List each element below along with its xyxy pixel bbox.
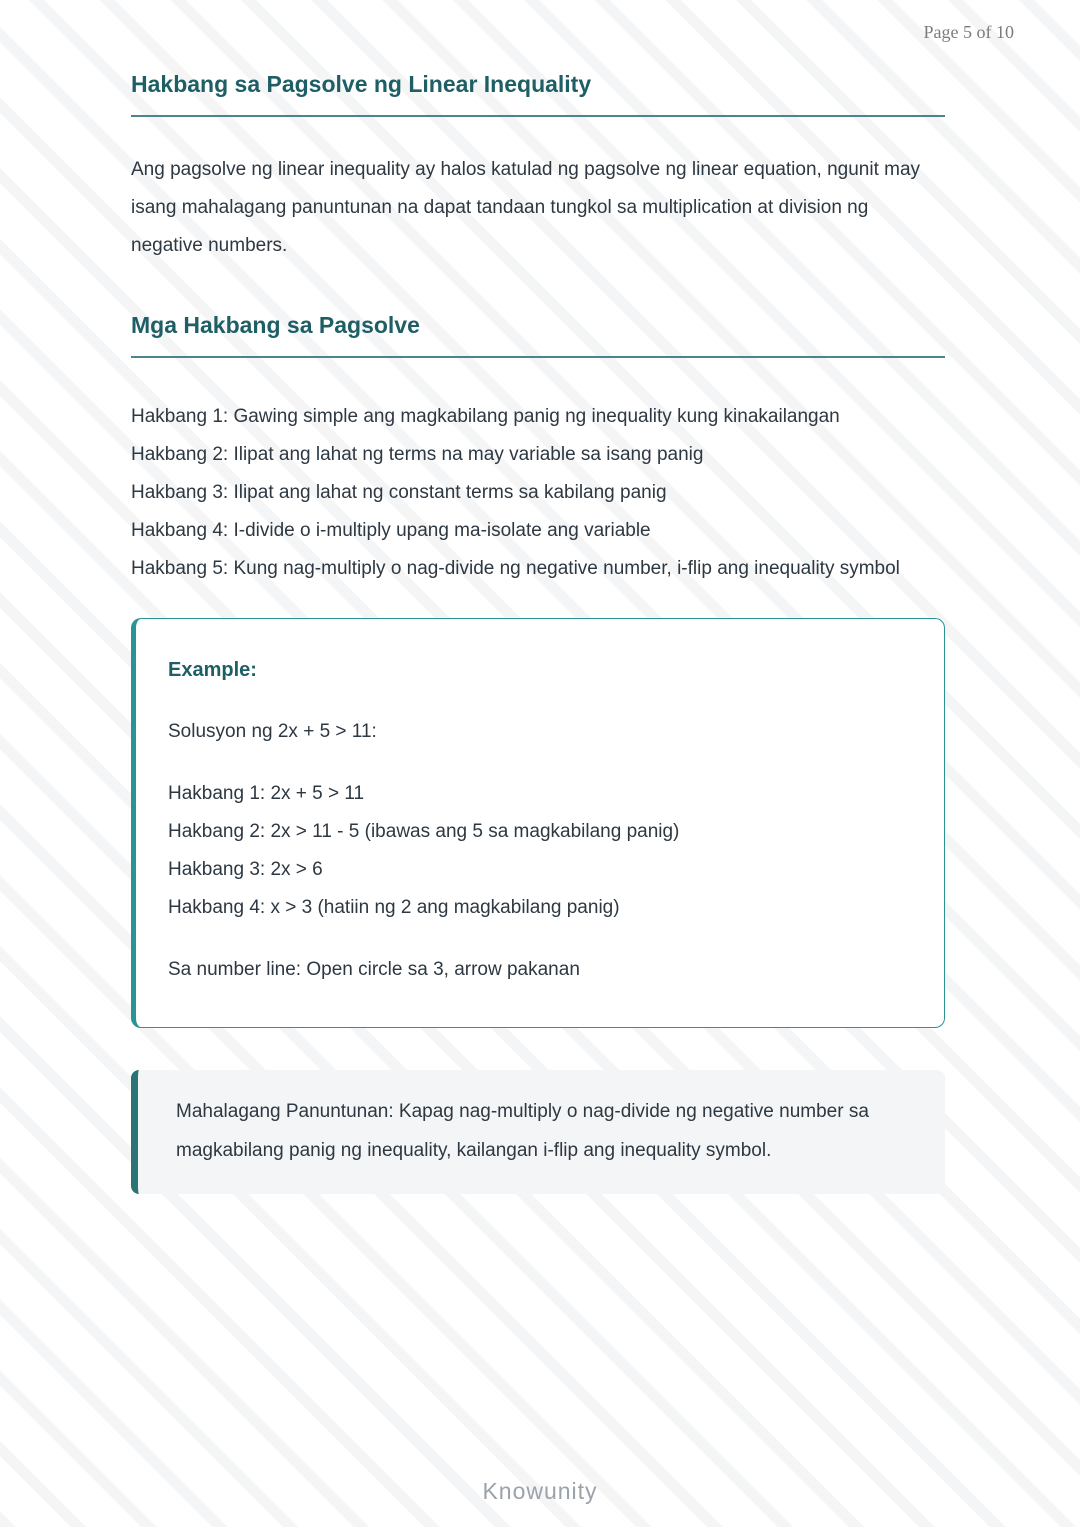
callout-text: Mahalagang Panuntunan: Kapag nag-multiply o nag-divide ng negative number sa magkabilang panig ng inequality, kailangan i-flip ang inequality symbol.: [176, 1101, 869, 1161]
steps-list: [131, 398, 945, 588]
footer-brand: Knowunity: [482, 1478, 598, 1504]
example-step: Hakbang 3: 2x > 6: [168, 859, 323, 880]
example-step: Hakbang 2: 2x > 11 - 5 (ibawas ang 5 sa magkabilang panig): [168, 821, 680, 842]
section-divider: [131, 356, 945, 358]
example-box: [131, 618, 945, 1028]
example-step: Hakbang 1: 2x + 5 > 11: [168, 783, 365, 804]
example-steps-list: [168, 775, 910, 927]
step-item: Hakbang 5: Kung nag-multiply o nag-divide ng negative number, i-flip ang inequality symbol: [131, 558, 900, 579]
step-item: Hakbang 2: Ilipat ang lahat ng terms na may variable sa isang panig: [131, 444, 704, 465]
example-number-line-note: Sa number line: Open circle sa 3, arrow pakanan: [168, 959, 580, 980]
section-title-solving: Hakbang sa Pagsolve ng Linear Inequality: [131, 71, 592, 97]
example-step: Hakbang 4: x > 3 (hatiin ng 2 ang magkabilang panig): [168, 897, 620, 918]
step-item: Hakbang 4: I-divide o i-multiply upang ma-isolate ang variable: [131, 520, 651, 541]
step-item: Hakbang 1: Gawing simple ang magkabilang panig ng inequality kung kinakailangan: [131, 406, 840, 427]
section-title-steps: Mga Hakbang sa Pagsolve: [131, 312, 420, 338]
important-rule-callout: [131, 1070, 945, 1194]
step-item: Hakbang 3: Ilipat ang lahat ng constant terms sa kabilang panig: [131, 482, 667, 503]
page-content: [131, 70, 945, 1194]
intro-paragraph: Ang pagsolve ng linear inequality ay halos katulad ng pagsolve ng linear equation, ngunit may isang mahalagang panuntunan na dapat tandaan tungkol sa multiplication at division ng negative numbers.: [131, 159, 921, 256]
example-label: Example:: [168, 659, 257, 681]
page-indicator: Page 5 of 10: [923, 22, 1014, 42]
section-divider: [131, 115, 945, 117]
example-intro: Solusyon ng 2x + 5 > 11:: [168, 721, 377, 742]
